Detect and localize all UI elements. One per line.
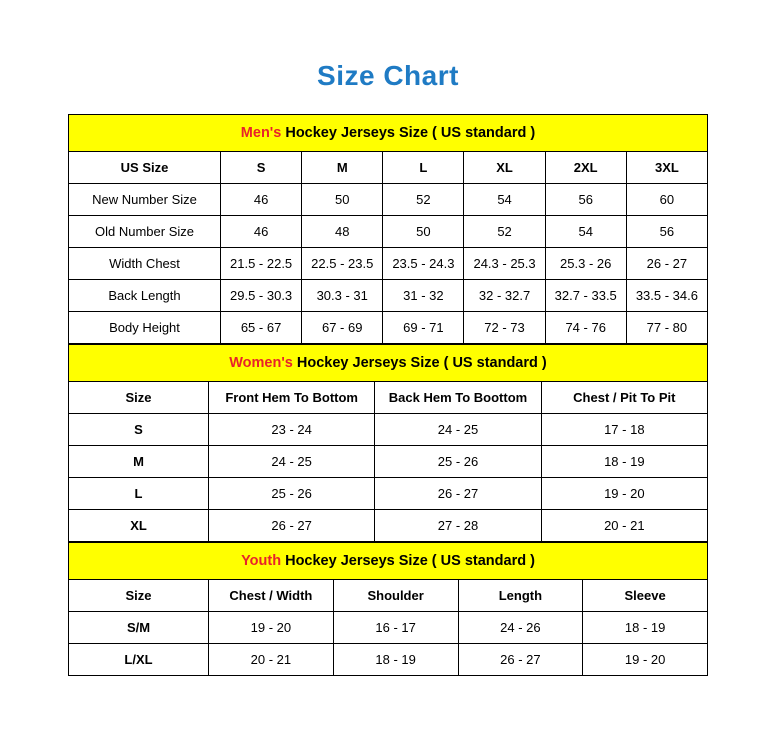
womens-size-table — [68, 344, 708, 542]
cell: 25 - 26 — [375, 446, 541, 478]
cell: 56 — [545, 184, 626, 216]
youth-band-accent: Youth — [241, 553, 282, 569]
row-label: M — [69, 446, 209, 478]
youth-header-cell: Size — [69, 580, 209, 612]
cell: 33.5 - 34.6 — [626, 280, 707, 312]
cell: 31 - 32 — [383, 280, 464, 312]
table-row — [69, 184, 708, 216]
cell: 19 - 20 — [541, 478, 707, 510]
row-label: L — [69, 478, 209, 510]
womens-band-label — [69, 345, 708, 382]
mens-header-cell: 3XL — [626, 152, 707, 184]
cell: 19 - 20 — [209, 612, 334, 644]
womens-band-accent: Women's — [229, 355, 293, 371]
mens-band-rest: Hockey Jerseys Size ( US standard ) — [281, 125, 536, 141]
mens-header-cell: XL — [464, 152, 545, 184]
cell: 24 - 26 — [458, 612, 583, 644]
cell: 69 - 71 — [383, 312, 464, 344]
row-label: XL — [69, 510, 209, 542]
youth-header-cell: Shoulder — [333, 580, 458, 612]
mens-header-cell: M — [302, 152, 383, 184]
size-chart-tables — [68, 114, 708, 676]
cell: 46 — [221, 184, 302, 216]
cell: 77 - 80 — [626, 312, 707, 344]
cell: 25 - 26 — [209, 478, 375, 510]
womens-header-cell: Chest / Pit To Pit — [541, 382, 707, 414]
youth-size-table — [68, 542, 708, 676]
row-label: Old Number Size — [69, 216, 221, 248]
cell: 52 — [383, 184, 464, 216]
cell: 72 - 73 — [464, 312, 545, 344]
table-row — [69, 312, 708, 344]
youth-header-cell: Length — [458, 580, 583, 612]
size-chart-page — [0, 60, 776, 752]
cell: 23.5 - 24.3 — [383, 248, 464, 280]
cell: 20 - 21 — [541, 510, 707, 542]
cell: 19 - 20 — [583, 644, 708, 676]
mens-header-cell: L — [383, 152, 464, 184]
mens-header-row — [69, 152, 708, 184]
cell: 50 — [302, 184, 383, 216]
cell: 46 — [221, 216, 302, 248]
womens-header-cell: Size — [69, 382, 209, 414]
cell: 18 - 19 — [583, 612, 708, 644]
row-label: Body Height — [69, 312, 221, 344]
cell: 54 — [464, 184, 545, 216]
cell: 26 - 27 — [626, 248, 707, 280]
mens-header-cell: US Size — [69, 152, 221, 184]
cell: 48 — [302, 216, 383, 248]
cell: 60 — [626, 184, 707, 216]
table-row — [69, 216, 708, 248]
mens-section-band — [69, 115, 708, 152]
row-label: L/XL — [69, 644, 209, 676]
cell: 16 - 17 — [333, 612, 458, 644]
mens-header-cell: 2XL — [545, 152, 626, 184]
cell: 56 — [626, 216, 707, 248]
cell: 26 - 27 — [458, 644, 583, 676]
cell: 50 — [383, 216, 464, 248]
cell: 18 - 19 — [333, 644, 458, 676]
cell: 18 - 19 — [541, 446, 707, 478]
cell: 74 - 76 — [545, 312, 626, 344]
cell: 24 - 25 — [209, 446, 375, 478]
row-label: Back Length — [69, 280, 221, 312]
table-row — [69, 478, 708, 510]
cell: 23 - 24 — [209, 414, 375, 446]
mens-band-accent: Men's — [240, 125, 282, 141]
cell: 24.3 - 25.3 — [464, 248, 545, 280]
row-label: New Number Size — [69, 184, 221, 216]
youth-header-cell: Chest / Width — [209, 580, 334, 612]
womens-header-cell: Front Hem To Bottom — [209, 382, 375, 414]
cell: 20 - 21 — [209, 644, 334, 676]
cell: 26 - 27 — [209, 510, 375, 542]
row-label: Width Chest — [69, 248, 221, 280]
cell: 67 - 69 — [302, 312, 383, 344]
youth-band-label — [69, 543, 708, 580]
mens-band-label — [69, 115, 708, 152]
cell: 65 - 67 — [221, 312, 302, 344]
womens-header-row — [69, 382, 708, 414]
cell: 26 - 27 — [375, 478, 541, 510]
womens-section-band — [69, 345, 708, 382]
table-row — [69, 644, 708, 676]
youth-header-row — [69, 580, 708, 612]
mens-size-table — [68, 114, 708, 344]
cell: 25.3 - 26 — [545, 248, 626, 280]
table-row — [69, 414, 708, 446]
cell: 29.5 - 30.3 — [221, 280, 302, 312]
row-label: S/M — [69, 612, 209, 644]
womens-band-rest: Hockey Jerseys Size ( US standard ) — [292, 355, 547, 371]
cell: 32.7 - 33.5 — [545, 280, 626, 312]
row-label: S — [69, 414, 209, 446]
cell: 24 - 25 — [375, 414, 541, 446]
cell: 32 - 32.7 — [464, 280, 545, 312]
mens-header-cell: S — [221, 152, 302, 184]
cell: 27 - 28 — [375, 510, 541, 542]
youth-band-rest: Hockey Jerseys Size ( US standard ) — [281, 553, 535, 569]
table-row — [69, 280, 708, 312]
youth-header-cell: Sleeve — [583, 580, 708, 612]
cell: 22.5 - 23.5 — [302, 248, 383, 280]
table-row — [69, 446, 708, 478]
cell: 17 - 18 — [541, 414, 707, 446]
cell: 52 — [464, 216, 545, 248]
page-title: Size Chart — [317, 60, 459, 91]
cell: 54 — [545, 216, 626, 248]
table-row — [69, 612, 708, 644]
cell: 30.3 - 31 — [302, 280, 383, 312]
youth-section-band — [69, 543, 708, 580]
cell: 21.5 - 22.5 — [221, 248, 302, 280]
womens-header-cell: Back Hem To Boottom — [375, 382, 541, 414]
table-row — [69, 248, 708, 280]
table-row — [69, 510, 708, 542]
